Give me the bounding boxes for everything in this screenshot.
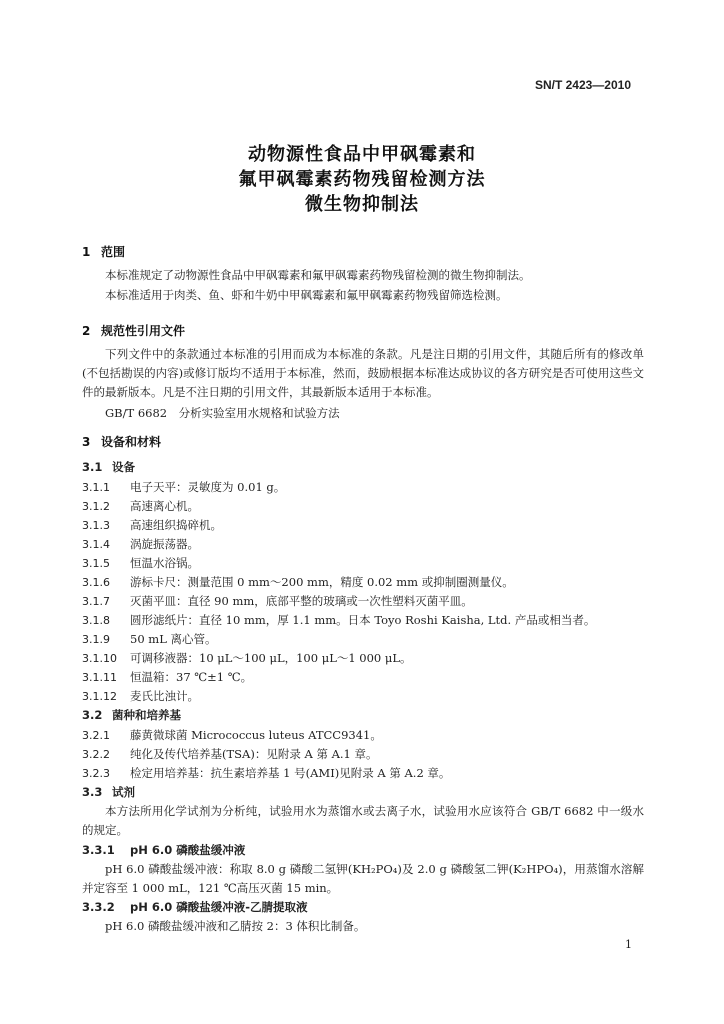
paragraph: 本标准适用于肉类、鱼、虾和牛奶中甲砜霉素和氟甲砜霉素药物残留筛选检测。 [105, 288, 508, 302]
list-item: 3.1.12 麦氏比浊计。 [82, 689, 199, 703]
subsection-3-3-1-heading: 3.3.1 pH 6.0 磷酸盐缓冲液 [82, 843, 246, 857]
paragraph: pH 6.0 磷酸盐缓冲液：称取 8.0 g 磷酸二氢钾(KH₂PO₄)及 2.0 g 磷酸氢二钾(K₂HPO₄)，用蒸馏水溶解并定容至 1 000 mL，121 ℃高压灭菌 15 min。 [82, 862, 644, 895]
page-number: 1 [625, 938, 632, 951]
paragraph: 本方法所用化学试剂为分析纯，试验用水为蒸馏水或去离子水，试验用水应该符合 GB/T 6682 中一级水的规定。 [82, 804, 644, 837]
subsection-3-1-heading: 3.1 设备 [82, 460, 135, 474]
title-line-3: 微生物抑制法 [305, 194, 419, 215]
list-item: 3.2.1 藤黄微球菌 Micrococcus luteus ATCC9341。 [82, 728, 382, 742]
title-line-1: 动物源性食品中甲砜霉素和 [248, 144, 476, 165]
list-item: 3.2.2 纯化及传代培养基(TSA)：见附录 A 第 A.1 章。 [82, 747, 378, 761]
section-title: 规范性引用文件 [101, 324, 186, 338]
list-item: 3.1.5 恒温水浴锅。 [82, 556, 199, 570]
list-item: 3.1.3 高速组织捣碎机。 [82, 518, 222, 532]
paragraph: 下列文件中的条款通过本标准的引用而成为本标准的条款。凡是注日期的引用文件，其随后所有的修改单(不包括勘误的内容)或修订版均不适用于本标准，然而，鼓励根据本标准达成协议的各方研究是否可使用这些文件的最新版本。凡是不注日期的引用文件，其最新版本适用于本标准。 [82, 347, 644, 399]
section-title: 设备和材料 [101, 435, 162, 449]
reference-item: GB/T 6682 分析实验室用水规格和试验方法 [105, 406, 340, 420]
list-item: 3.1.1 电子天平：灵敏度为 0.01 g。 [82, 480, 286, 494]
list-item: 3.1.4 涡旋振荡器。 [82, 537, 199, 551]
subsection-3-3-2-heading: 3.3.2 pH 6.0 磷酸盐缓冲液-乙腈提取液 [82, 900, 308, 914]
section-title: 范围 [101, 245, 126, 259]
list-item: 3.1.11 恒温箱：37 ℃±1 ℃。 [82, 670, 253, 684]
title-line-2: 氟甲砜霉素药物残留检测方法 [238, 169, 486, 190]
section-number: 2 [82, 324, 91, 338]
list-item: 3.2.3 检定用培养基：抗生素培养基 1 号(AMI)见附录 A 第 A.2 章。 [82, 766, 451, 780]
paragraph: 本标准规定了动物源性食品中甲砜霉素和氟甲砜霉素药物残留检测的微生物抑制法。 [105, 268, 531, 282]
list-item: 3.1.6 游标卡尺：测量范围 0 mm～200 mm，精度 0.02 mm 或抑制圈测量仪。 [82, 575, 514, 589]
section-2-heading [82, 322, 185, 339]
paragraph: pH 6.0 磷酸盐缓冲液和乙腈按 2：3 体积比制备。 [105, 919, 366, 933]
subsection-3-2-heading: 3.2 菌种和培养基 [82, 708, 181, 722]
section-1-heading [82, 243, 125, 260]
list-item: 3.1.10 可调移液器：10 μL～100 μL，100 μL～1 000 μL。 [82, 651, 412, 665]
list-item: 3.1.8 圆形滤纸片：直径 10 mm，厚 1.1 mm。日本 Toyo Roshi Kaisha, Ltd. 产品或相当者。 [82, 613, 596, 627]
standard-code: SN/T 2423—2010 [534, 78, 631, 92]
subsection-3-3-heading: 3.3 试剂 [82, 785, 135, 799]
list-item: 3.1.7 灭菌平皿：直径 90 mm，底部平整的玻璃或一次性塑料灭菌平皿。 [82, 594, 473, 608]
section-number: 1 [82, 245, 91, 259]
section-number: 3 [82, 435, 91, 449]
section-3-heading [82, 433, 161, 450]
list-item: 3.1.9 50 mL 离心管。 [82, 632, 217, 646]
list-item: 3.1.2 高速离心机。 [82, 499, 199, 513]
